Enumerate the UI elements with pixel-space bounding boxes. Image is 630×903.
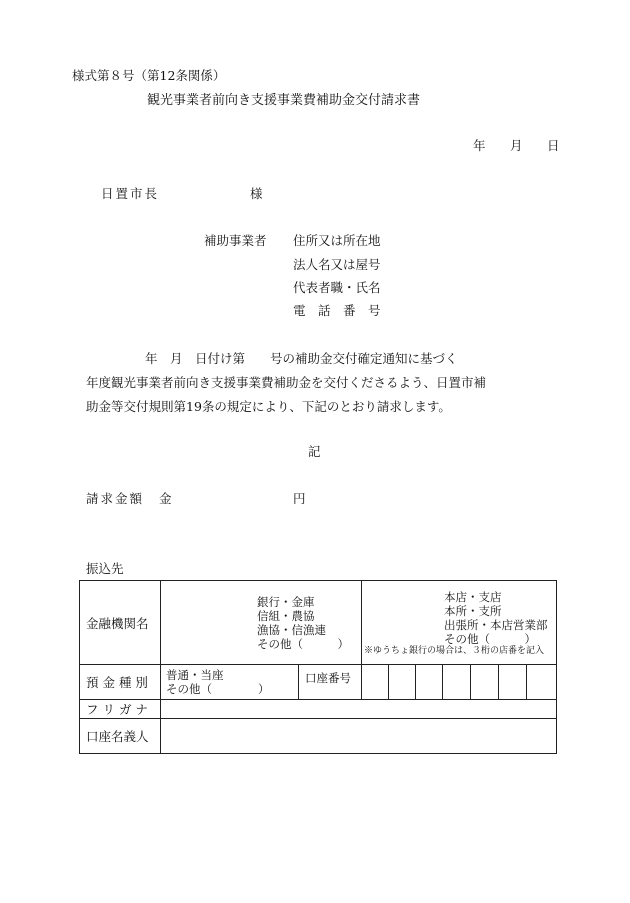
body-line-1: 年 月 日付け第 号の補助金交付確定通知に基づく [145, 351, 458, 366]
institution-types [161, 581, 362, 665]
date-line: 年 月 日 [473, 138, 566, 153]
deposit-types [161, 665, 299, 700]
account-digit-5[interactable] [471, 665, 499, 700]
account-digit-4[interactable] [443, 665, 471, 700]
institution-type-bank: 銀行・金庫 [257, 594, 315, 609]
account-digit-2[interactable] [389, 665, 416, 700]
deposit-label: 預 金 種 別 [80, 665, 161, 700]
institution-type-credit-union: 信組・農協 [257, 608, 315, 623]
claim-label: 請求金額 [86, 491, 145, 506]
applicant-field-representative: 代表者職・氏名 [293, 280, 381, 295]
holder-label: 口座名義人 [80, 719, 161, 754]
note-heading: 記 [308, 444, 321, 459]
account-number-label: 口座番号 [299, 665, 362, 700]
bank-account-table [79, 580, 557, 754]
institution-type-other: その他（ ） [257, 636, 349, 651]
applicant-field-phone: 電 話 番 号 [293, 303, 381, 318]
body-line-3: 助金等交付規則第19条の規定により、下記のとおり請求します。 [86, 399, 451, 414]
applicant-field-company: 法人名又は屋号 [293, 257, 381, 272]
furigana-field[interactable] [161, 700, 557, 719]
form-number: 様式第８号（第12条関係） [72, 68, 226, 83]
applicant-role-label: 補助事業者 [204, 233, 267, 248]
addressee-honorific: 様 [250, 186, 263, 201]
account-digit-1[interactable] [362, 665, 389, 700]
branch-type-sub-office: 出張所・本店営業部 [444, 617, 548, 632]
branch-types-cell [362, 581, 557, 665]
account-digit-3[interactable] [416, 665, 443, 700]
addressee-name: 日置市長 [101, 186, 160, 201]
claim-prefix: 金 [159, 491, 172, 506]
applicant-field-address: 住所又は所在地 [293, 233, 381, 248]
transfer-heading: 振込先 [86, 561, 124, 576]
branch-type-main: 本店・支店 [444, 589, 502, 604]
body-line-2: 年度観光事業者前向き支援事業費補助金を交付くださるよう、日置市補 [86, 375, 487, 390]
branch-type-other: その他（ ） [444, 631, 536, 646]
furigana-label: フ リ ガ ナ [80, 700, 161, 719]
deposit-type-other: その他（ ） [166, 682, 270, 696]
holder-field[interactable] [161, 719, 557, 754]
deposit-type-regular: 普通・当座 [166, 668, 224, 682]
account-digit-6[interactable] [499, 665, 527, 700]
institution-type-fishery: 漁協・信漁連 [257, 622, 326, 637]
claim-unit: 円 [293, 491, 306, 506]
document-title: 観光事業者前向き支援事業費補助金交付請求書 [147, 93, 421, 108]
account-digit-7[interactable] [527, 665, 557, 700]
institution-label: 金融機関名 [80, 581, 161, 665]
branch-type-office: 本所・支所 [444, 603, 502, 618]
branch-note: ※ゆうちょ銀行の場合は、３桁の店番を記入 [364, 645, 545, 656]
